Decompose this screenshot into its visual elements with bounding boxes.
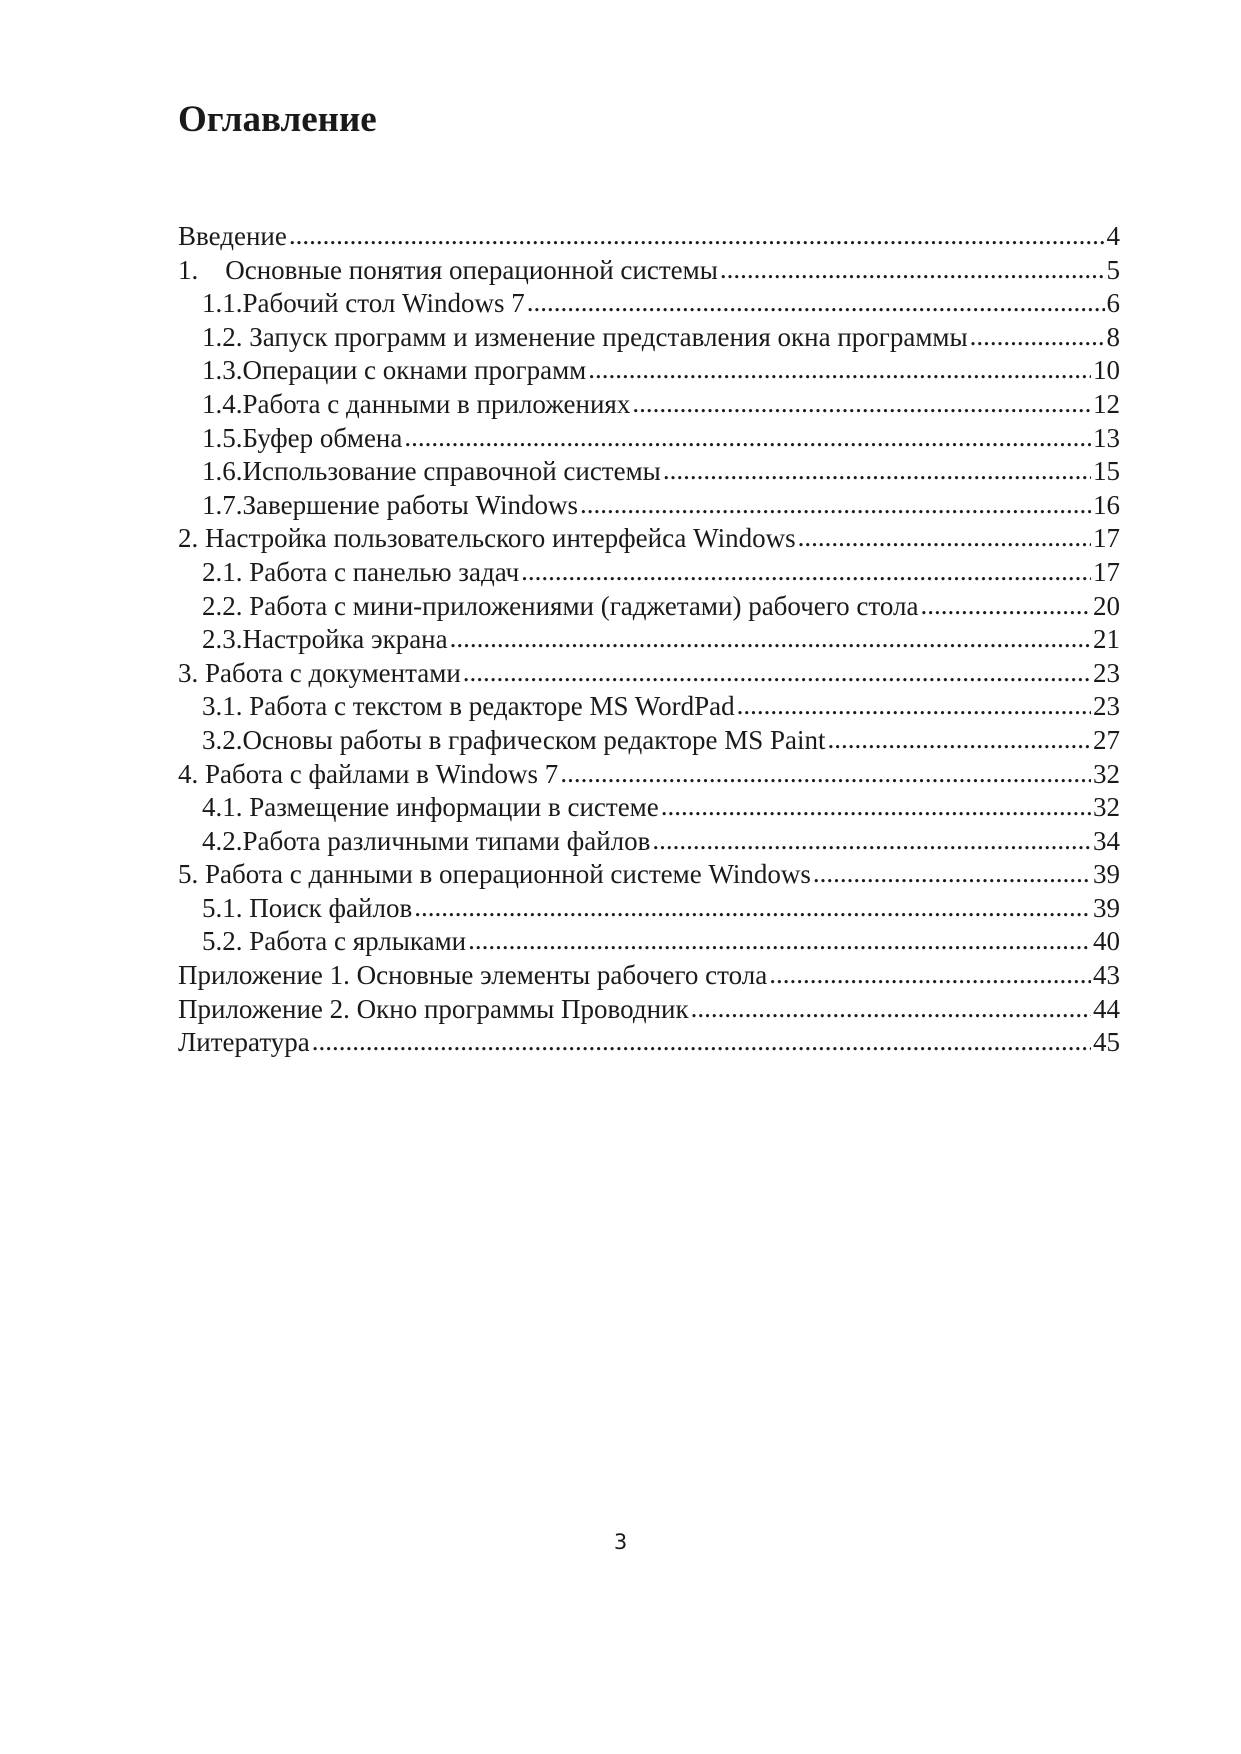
toc-leader	[414, 891, 1091, 925]
toc-entry[interactable]	[178, 287, 1120, 321]
toc-entry-page: 23	[1093, 657, 1120, 688]
toc-leader	[632, 387, 1091, 421]
toc-entry-label: 1.1.Рабочий стол Windows 7	[202, 288, 525, 319]
toc-entry-page: 23	[1093, 691, 1120, 722]
toc-entry-label: 2. Настройка пользовательского интерфейса Windows	[178, 523, 796, 554]
toc-entry-label: 2.3.Настройка экрана	[202, 624, 448, 655]
toc-entry-page: 17	[1093, 556, 1120, 587]
toc-entry-label: Приложение 2. Окно программы Проводник	[178, 993, 689, 1024]
toc-leader	[450, 622, 1091, 656]
toc-entry-label: 1.6.Использование справочной системы	[202, 456, 661, 487]
toc-entry[interactable]	[178, 1026, 1120, 1060]
toc-leader	[720, 253, 1105, 287]
toc-leader	[560, 757, 1091, 791]
toc-leader	[769, 958, 1091, 992]
toc-entry[interactable]	[178, 556, 1120, 590]
toc-entry-label: 5.1. Поиск файлов	[202, 892, 413, 923]
table-of-contents	[178, 220, 1120, 1060]
toc-entry[interactable]	[178, 657, 1120, 691]
toc-entry-page: 39	[1093, 859, 1120, 890]
toc-entry[interactable]	[178, 422, 1120, 456]
toc-entry-page: 8	[1106, 321, 1120, 352]
toc-entry-page: 4	[1106, 221, 1120, 251]
toc-entry-page: 45	[1093, 1027, 1120, 1058]
toc-entry-label: Литература	[178, 1027, 310, 1058]
toc-entry[interactable]	[178, 321, 1120, 355]
toc-entry[interactable]	[178, 724, 1120, 758]
toc-entry[interactable]	[178, 858, 1120, 892]
toc-entry-label: 4. Работа с файлами в Windows 7	[178, 758, 559, 789]
toc-leader	[468, 924, 1091, 958]
toc-leader	[813, 857, 1091, 891]
toc-entry-page: 34	[1093, 825, 1120, 856]
toc-leader	[312, 1025, 1091, 1059]
toc-entry-page: 13	[1093, 422, 1120, 453]
toc-entry-page: 39	[1093, 892, 1120, 923]
toc-leader	[580, 488, 1091, 522]
toc-entry[interactable]	[178, 489, 1120, 523]
toc-leader	[970, 320, 1105, 354]
toc-leader	[289, 219, 1105, 253]
toc-leader	[827, 723, 1091, 757]
toc-entry[interactable]	[178, 590, 1120, 624]
toc-entry-page: 32	[1093, 758, 1120, 789]
toc-entry-label: Введение	[178, 221, 287, 251]
toc-entry-page: 15	[1093, 456, 1120, 487]
toc-entry[interactable]	[178, 522, 1120, 556]
toc-entry-page: 27	[1093, 724, 1120, 755]
toc-entry-label: 2.2. Работа с мини-приложениями (гаджетами) рабочего стола	[202, 590, 919, 621]
toc-entry-page: 32	[1093, 792, 1120, 823]
toc-entry-page: 16	[1093, 489, 1120, 520]
toc-entry[interactable]	[178, 825, 1120, 859]
toc-entry-page: 6	[1106, 288, 1120, 319]
toc-leader	[920, 589, 1091, 623]
toc-entry-label: 5.2. Работа с ярлыками	[202, 926, 467, 957]
page-title: Оглавление	[178, 99, 377, 140]
toc-leader	[404, 421, 1091, 455]
toc-entry-label: 3. Работа с документами	[178, 657, 461, 688]
toc-entry[interactable]	[178, 959, 1120, 993]
toc-entry-label: 1.3.Операции с окнами программ	[202, 355, 587, 386]
toc-entry-page: 21	[1093, 624, 1120, 655]
toc-entry-label: 1.5.Буфер обмена	[202, 422, 403, 453]
toc-entry-page: 5	[1106, 254, 1120, 285]
page-number: 3	[613, 1530, 628, 1554]
toc-entry-label: 1. Основные понятия операционной системы	[178, 254, 718, 285]
toc-entry-page: 10	[1093, 355, 1120, 386]
toc-entry-label: 3.2.Основы работы в графическом редакторе MS Paint	[202, 724, 826, 755]
toc-entry[interactable]	[178, 354, 1120, 388]
toc-entry-label: 3.1. Работа с текстом в редакторе MS WordPad	[202, 691, 735, 722]
toc-entry-label: Приложение 1. Основные элементы рабочего стола	[178, 960, 768, 991]
toc-entry-label: 4.2.Работа различными типами файлов	[202, 825, 651, 856]
toc-entry[interactable]	[178, 388, 1120, 422]
toc-entry-label: 5. Работа с данными в операционной системе Windows	[178, 859, 811, 890]
toc-leader	[798, 521, 1091, 555]
toc-leader	[663, 454, 1091, 488]
toc-entry-page: 43	[1093, 960, 1120, 991]
toc-entry-label: 1.4.Работа с данными в приложениях	[202, 388, 631, 419]
toc-entry-label: 1.2. Запуск программ и изменение представления окна программы	[202, 321, 968, 352]
toc-entry[interactable]	[178, 791, 1120, 825]
toc-entry[interactable]	[178, 993, 1120, 1027]
toc-entry[interactable]	[178, 220, 1120, 254]
toc-entry[interactable]	[178, 925, 1120, 959]
toc-entry-page: 20	[1093, 590, 1120, 621]
toc-entry-page: 12	[1093, 388, 1120, 419]
toc-entry-page: 40	[1093, 926, 1120, 957]
toc-entry[interactable]	[178, 758, 1120, 792]
toc-leader	[588, 353, 1091, 387]
toc-leader	[527, 286, 1105, 320]
toc-entry[interactable]	[178, 892, 1120, 926]
toc-entry-label: 1.7.Завершение работы Windows	[202, 489, 578, 520]
toc-entry-label: 2.1. Работа с панелью задач	[202, 556, 520, 587]
toc-leader	[521, 555, 1091, 589]
toc-entry[interactable]	[178, 455, 1120, 489]
toc-entry-page: 17	[1093, 523, 1120, 554]
toc-leader	[737, 689, 1091, 723]
toc-leader	[661, 790, 1091, 824]
toc-leader	[691, 992, 1091, 1026]
toc-entry[interactable]	[178, 690, 1120, 724]
toc-entry[interactable]	[178, 623, 1120, 657]
toc-leader	[463, 656, 1091, 690]
toc-entry[interactable]	[178, 254, 1120, 288]
toc-entry-label: 4.1. Размещение информации в системе	[202, 792, 659, 823]
toc-entry-page: 44	[1093, 993, 1120, 1024]
toc-leader	[652, 824, 1091, 858]
